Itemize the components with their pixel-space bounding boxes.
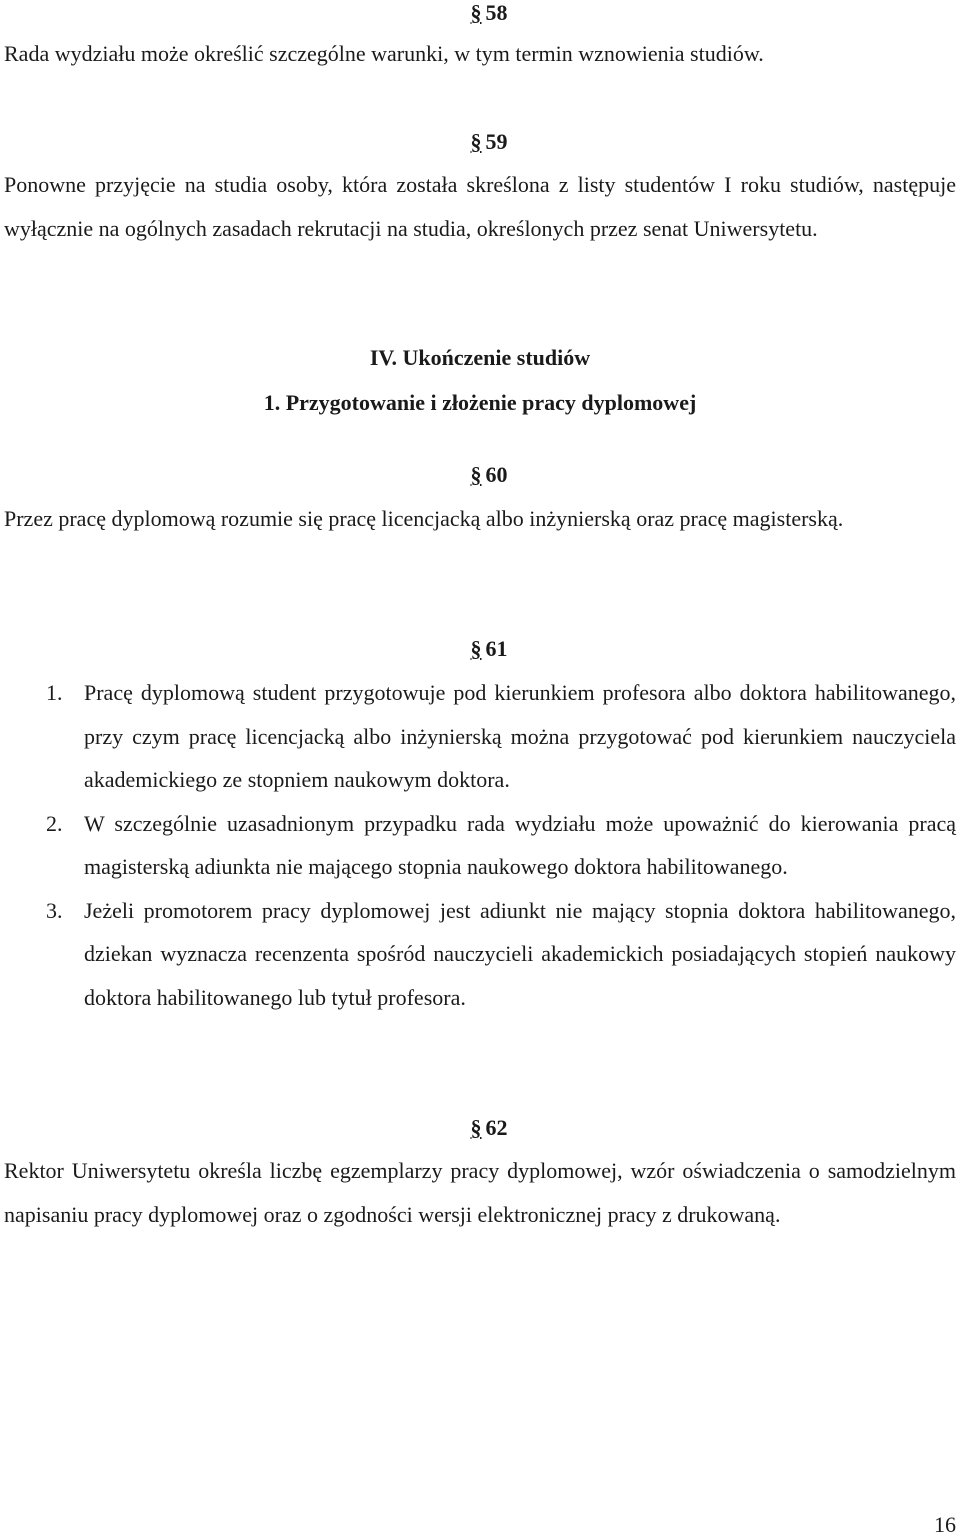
- page-number: 16: [934, 1512, 956, 1537]
- section-58-heading: [0, 0, 960, 26]
- list-item: [4, 802, 956, 889]
- chapter-heading: IV. Ukończenie studiów: [369, 345, 591, 370]
- section-number: 60: [485, 462, 508, 487]
- section-62-text: Rektor Uniwersytetu określa liczbę egzemplarzy pracy dyplomowej, wzór oświadczenia o samodzielnym napisaniu pracy dyplomowej oraz o zgodności wersji elektronicznej pracy z drukowaną.: [4, 1158, 956, 1227]
- section-61-heading: [0, 636, 960, 662]
- section-62-heading: [0, 1115, 960, 1141]
- section-61-list: [4, 671, 956, 1019]
- list-item-text: Jeżeli promotorem pracy dyplomowej jest adiunkt nie mający stopnia doktora habilitowanego, dziekan wyznacza recenzenta spośród nauczycieli akademickich posiadających stopień naukowy doktora habilitowanego lub tytuł profesora.: [84, 897, 956, 1010]
- section-symbol: §: [470, 0, 482, 25]
- section-number: 59: [485, 129, 508, 154]
- section-60-heading: [0, 462, 960, 488]
- list-item-text: Pracę dyplomową student przygotowuje pod kierunkiem profesora albo doktora habilitowanego, przy czym pracę licencjacką albo inżynierską można przygotować pod kierunkiem nauczyciela akademickiego ze stopniem naukowym doktora.: [84, 680, 956, 792]
- list-item-text: W szczególnie uzasadnionym przypadku rada wydziału może upoważnić do kierowania pracą magisterską adiunkta nie mającego stopnia naukowego doktora habilitowanego.: [84, 810, 956, 879]
- section-59-text: Ponowne przyjęcie na studia osoby, która została skreślona z listy studentów I roku studiów, następuje wyłącznie na ogólnych zasadach rekrutacji na studia, określonych przez senat Uniwersytetu.: [4, 172, 956, 241]
- list-item-number: 2.: [46, 810, 63, 836]
- subsection-heading: 1. Przygotowanie i złożenie pracy dyplomowej: [263, 390, 697, 415]
- list-item: [4, 889, 956, 1020]
- list-item: [4, 671, 956, 802]
- section-number: 62: [485, 1115, 508, 1140]
- section-symbol: §: [470, 129, 482, 154]
- list-item-number: 1.: [46, 680, 63, 705]
- section-symbol: §: [470, 462, 482, 487]
- list-item-number: 3.: [46, 897, 63, 923]
- section-number: 61: [485, 636, 508, 661]
- section-59-heading: [0, 129, 960, 155]
- section-symbol: §: [470, 636, 482, 661]
- section-58-text: Rada wydziału może określić szczególne warunki, w tym termin wznowienia studiów.: [4, 41, 764, 66]
- section-symbol: §: [470, 1115, 482, 1140]
- section-number: 58: [485, 0, 508, 25]
- section-60-text: Przez pracę dyplomową rozumie się pracę licencjacką albo inżynierską oraz pracę magisterską.: [4, 506, 844, 531]
